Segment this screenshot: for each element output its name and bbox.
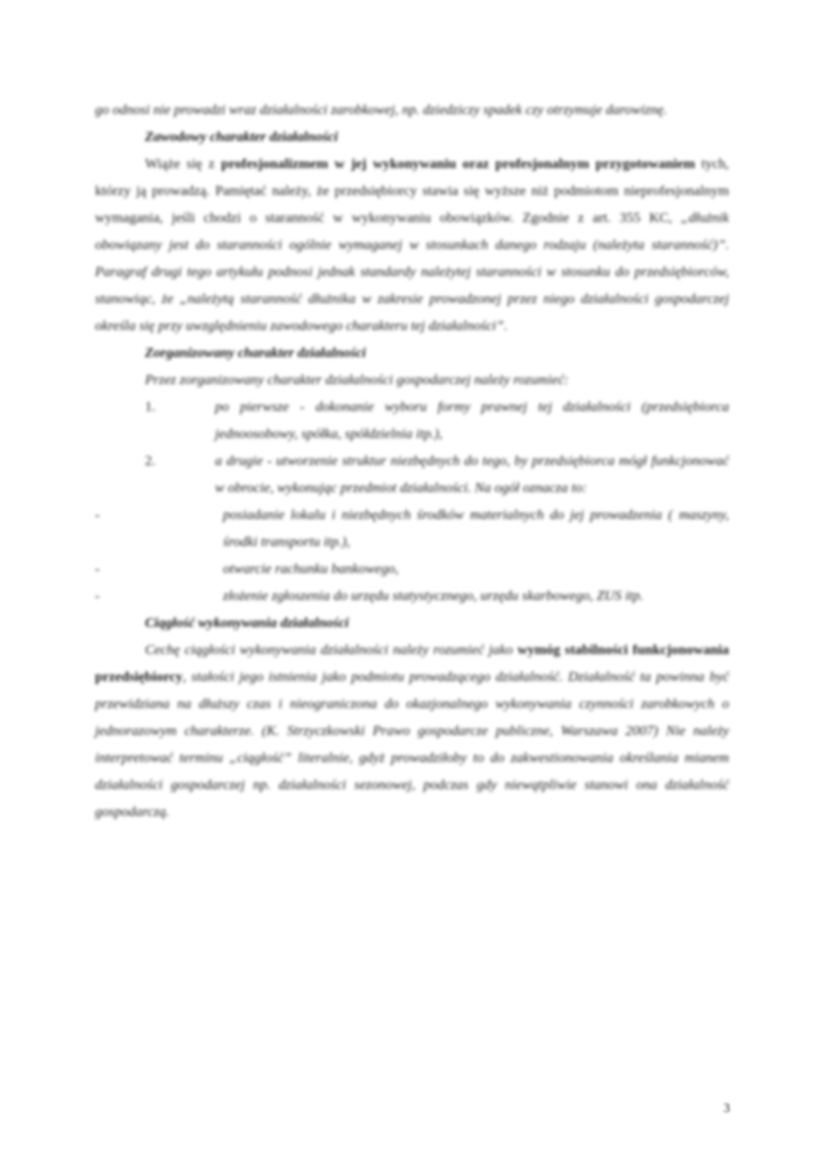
paragraph-text: , stałości jego istnienia jako podmiotu prowadzącego działalność. Działalność ta powinna być przewidziana na dłuższy czas i nieograniczona do okazjonalnego wykonywania czynności zarobkowych o jednorazowym charakterze. bbox=[95, 670, 729, 739]
list-item-text: posiadanie lokalu i niezbędnych środków materialnych do jej prowadzenia ( maszyny, środki transportu itp.), bbox=[223, 508, 729, 550]
bullet-list-item bbox=[95, 583, 729, 610]
bullet-list-item bbox=[95, 502, 729, 556]
list-item-text: otwarcie rachunku bankowego, bbox=[223, 562, 399, 577]
paragraph-intro bbox=[95, 97, 729, 124]
paragraph-text: tych, którzy ją prowadzą. Pamiętać należy, że przedsiębiorcy stawia się wyższe niż podmiotom nieprofesjonalnym wymagania, jeśli chodzi o staranność w wykonywaniu obowiązków. Zgodnie z art. 355 KC, bbox=[95, 157, 730, 226]
list-dash: - bbox=[95, 508, 100, 523]
document-body bbox=[95, 97, 729, 826]
intro-text: go odnosi nie prowadzi wraz działalności zarobkowej, np. dziedziczy spadek czy otrzymuje darowiznę. bbox=[95, 103, 668, 118]
paragraph-text: Przez zorganizowany charakter działalności gospodarczej należy rozumieć: bbox=[145, 373, 569, 388]
heading-organized-character: Zorganizowany charakter działalności bbox=[145, 346, 366, 361]
heading-professional-character: Zawodowy charakter działalności bbox=[145, 130, 338, 145]
numbered-list-item bbox=[145, 394, 729, 448]
paragraph-bold-text: profesjonalizmem w jej wykonywaniu oraz profesjonalnym przygotowaniem bbox=[221, 157, 696, 172]
heading-continuity: Ciągłość wykonywania działalności bbox=[145, 616, 349, 631]
page-number: 3 bbox=[723, 1100, 730, 1115]
list-item-text: po pierwsze - dokonanie wyboru formy prawnej tej działalności (przedsiębiorca jednoosobowy, spółka, spółdzielnia itp.), bbox=[215, 400, 729, 442]
list-number: 2. bbox=[145, 454, 156, 469]
list-item-text: a drugie - utworzenie struktur niezbędnych do tego, by przedsiębiorca mógł funkcjonować w obrocie, wykonując przedmiot działalności. Na ogół oznacza to: bbox=[215, 454, 729, 496]
list-number: 1. bbox=[145, 400, 156, 415]
paragraph-citation: (K. Strzyczkowski Prawo gospodarcze publiczne, Warszawa 2007) Nie należy interpretować terminu „ciągłość” literalnie, gdyż prowadziłoby to do zakwestionowania określania mianem działalności gospodarczej np. działalności sezonowej, podczas gdy niewątpliwie stanowi ona działalność gospodarczą. bbox=[95, 724, 729, 820]
bullet-list-item bbox=[95, 556, 729, 583]
paragraph-continuity bbox=[95, 637, 729, 826]
numbered-list-item bbox=[145, 448, 729, 502]
paragraph-quote: „dłużnik obowiązany jest do staranności ogólnie wymaganej w stosunkach danego rodzaju (należyta staranność)”. Paragraf drugi tego artykułu podnosi jednak standardy należytej staranności w stosunku do przedsiębiorców, stanowiąc, że „należytą staranność dłużnika w zakresie prowadzonej przez niego działalności gospodarczej określa się przy uwzględnieniu zawodowego charakteru tej działalności”. bbox=[95, 211, 729, 334]
paragraph-text: Wiąże się z bbox=[145, 157, 222, 172]
list-dash: - bbox=[95, 562, 100, 577]
list-dash: - bbox=[95, 589, 100, 604]
paragraph-bold-text: wymóg stabilności funkcjonowania przedsiębiorcy bbox=[95, 643, 729, 685]
paragraph-professionalism bbox=[95, 151, 729, 340]
list-item-text: złożenie zgłoszenia do urzędu statystycznego, urzędu skarbowego, ZUS itp. bbox=[223, 589, 644, 604]
paragraph-text: Cechę ciągłości wykonywania działalności należy rozumieć jako bbox=[145, 643, 518, 658]
paragraph-organized-intro bbox=[95, 367, 729, 394]
